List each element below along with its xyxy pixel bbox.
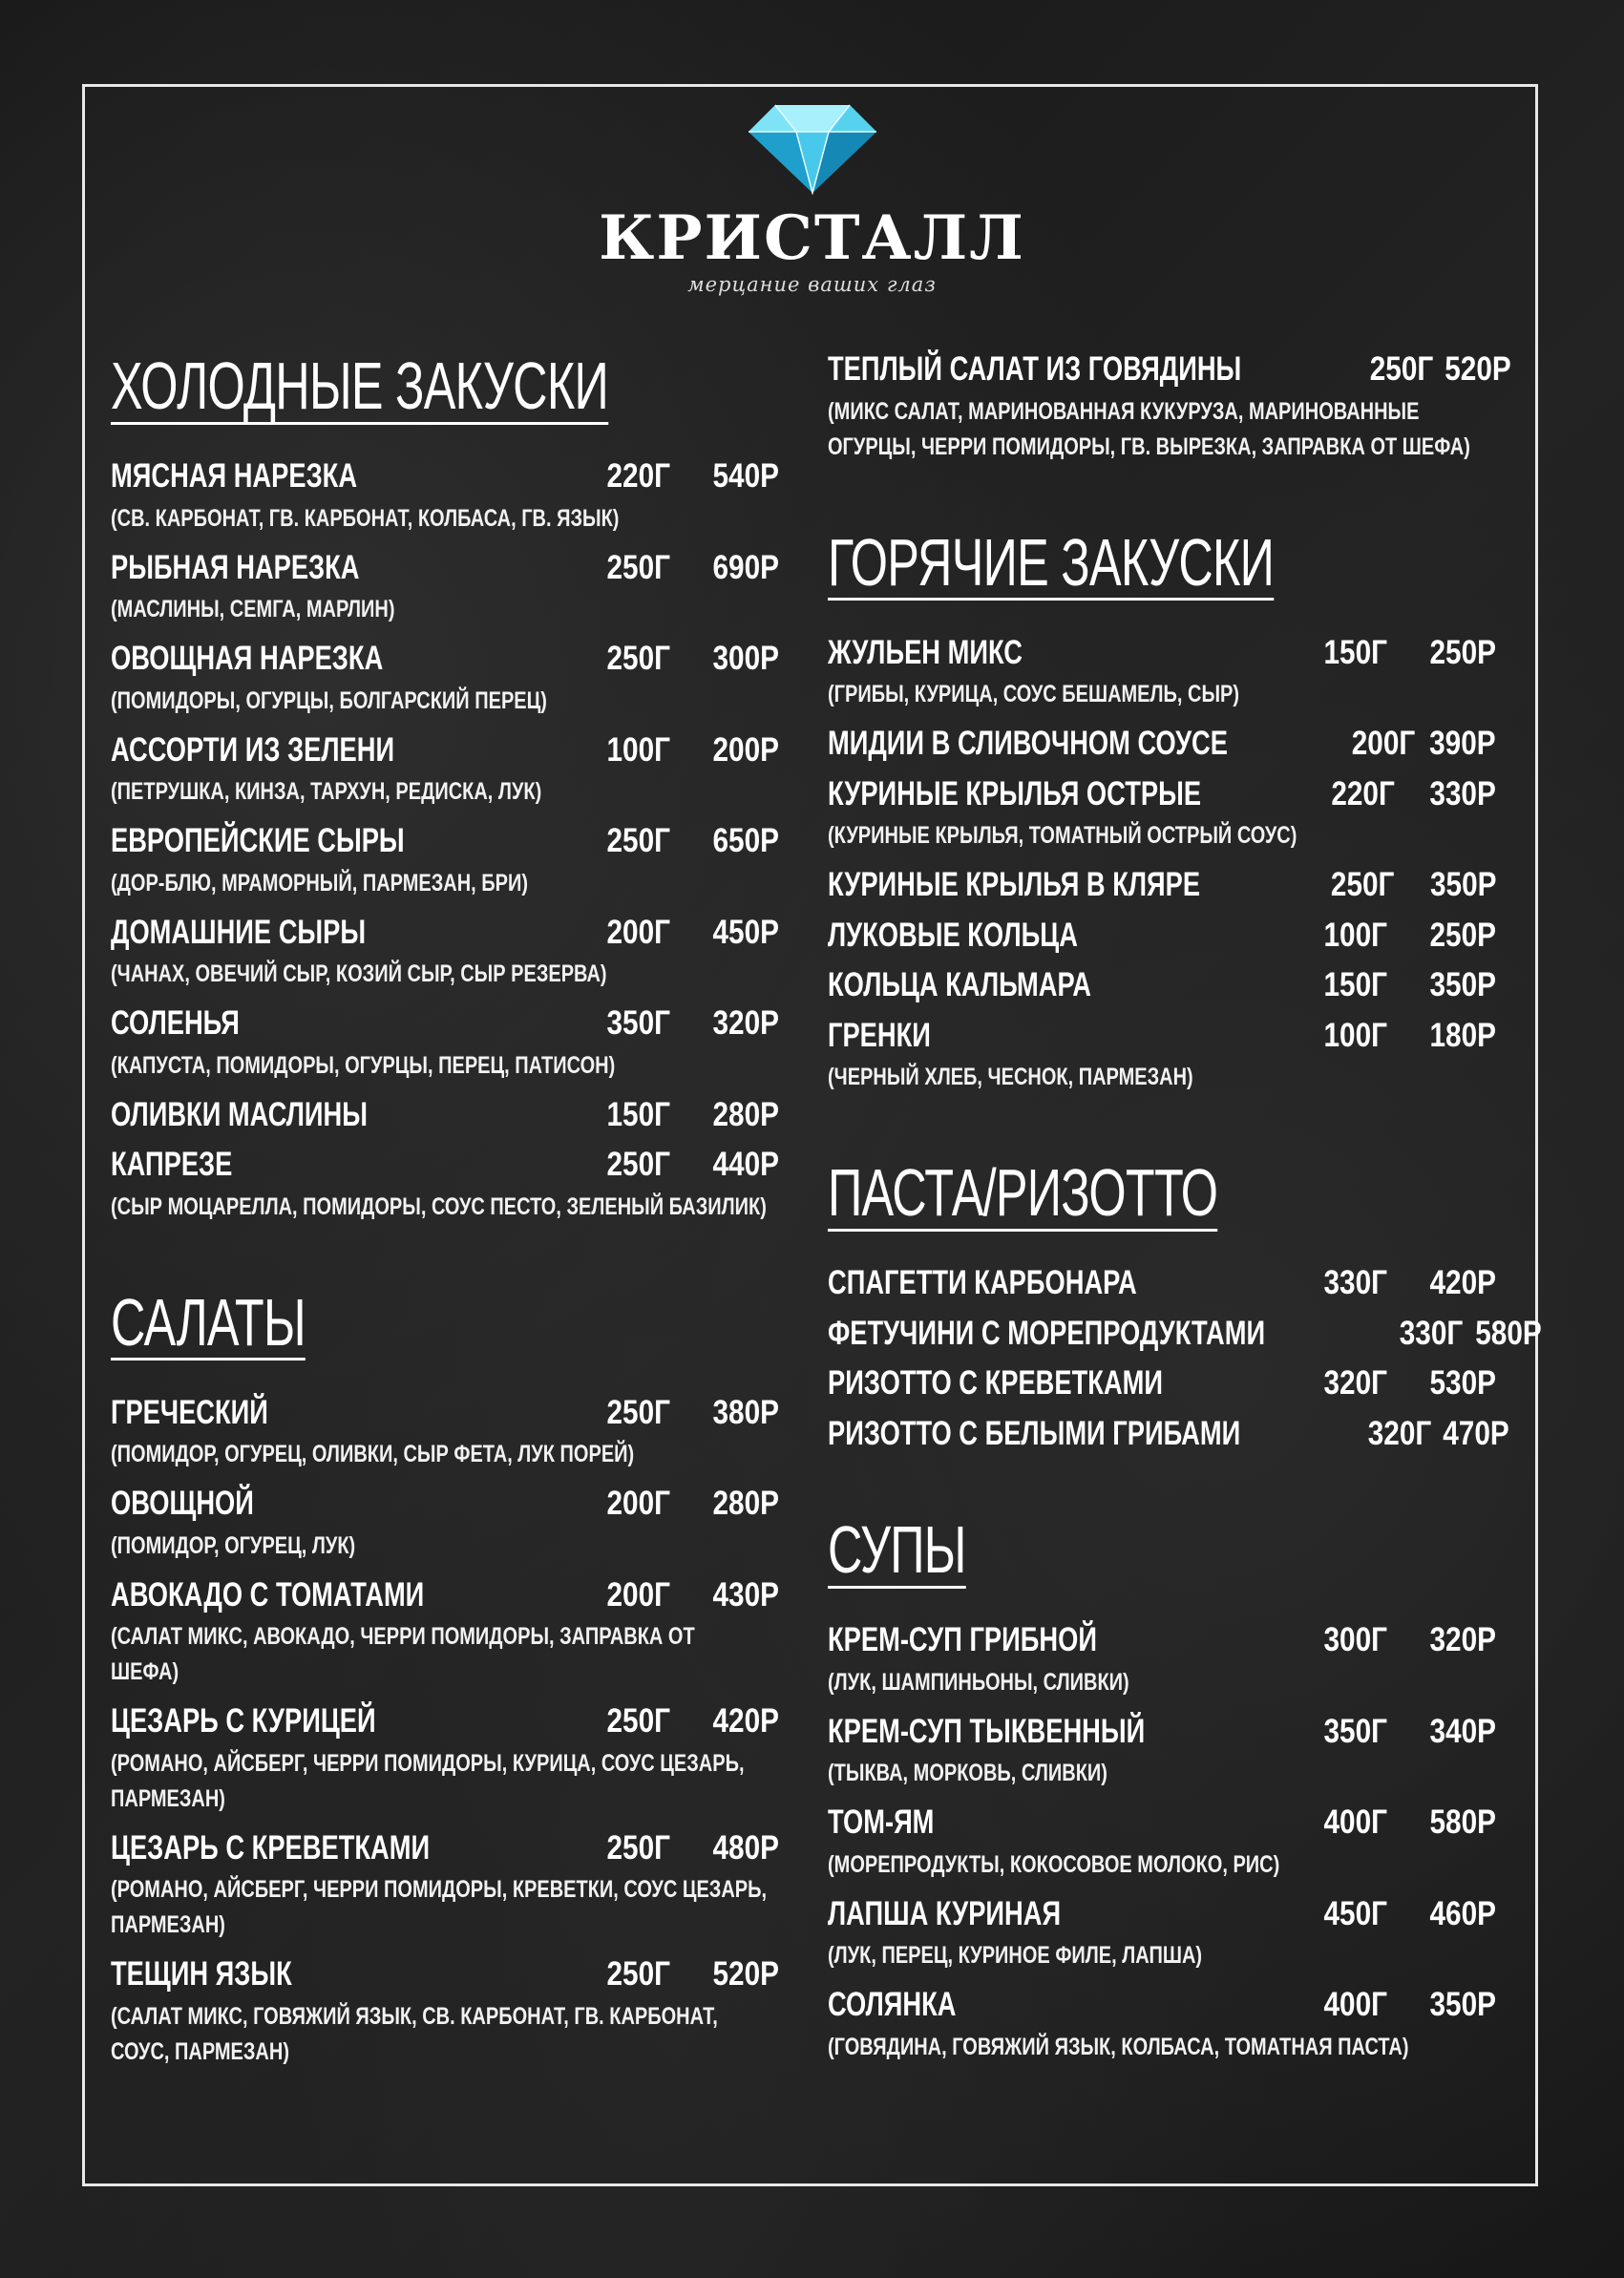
section-title: ГОРЯЧИЕ ЗАКУСКИ: [828, 524, 1275, 600]
menu-item-weight: 350Г: [1323, 1712, 1387, 1750]
menu-item: [828, 726, 1496, 763]
menu-item-weight: 250Г: [606, 640, 670, 677]
menu-item-weight: 250Г: [606, 1393, 670, 1431]
left-column: [111, 348, 779, 2083]
menu-item-price: 280Р: [712, 1095, 779, 1133]
menu-item-price: 330Р: [1429, 774, 1496, 812]
menu-item-name: ОВОЩНАЯ НАРЕЗКА: [111, 640, 384, 677]
menu-item-name: ЛУКОВЫЕ КОЛЬЦА: [828, 916, 1078, 954]
menu-item-weight: 200Г: [606, 1575, 670, 1614]
soup-items: [828, 1622, 1496, 2065]
menu-item-name: КРЕМ-СУП ГРИБНОЙ: [828, 1621, 1097, 1658]
menu-item: [828, 776, 1496, 854]
menu-item-header: [111, 550, 779, 587]
menu-item-header: [828, 1896, 1496, 1933]
section-soups: [828, 1512, 1496, 2065]
menu-item-name: ТОМ-ЯМ: [828, 1803, 935, 1841]
menu-item-header: [111, 732, 779, 770]
menu-item: [111, 458, 779, 537]
menu-item-price: 320Р: [1429, 1621, 1496, 1658]
brand-tagline: мерцание ваших глаз: [687, 273, 937, 296]
menu-item-price: 580Р: [1474, 1314, 1542, 1352]
menu-item-price: 440Р: [712, 1146, 779, 1183]
menu-item-name: РЫБНАЯ НАРЕЗКА: [111, 548, 360, 586]
menu-item-price: 530Р: [1429, 1364, 1496, 1402]
menu-item-price: 250Р: [1429, 633, 1496, 671]
menu-item: [828, 1365, 1496, 1403]
menu-item-description: (ГОВЯДИНА, ГОВЯЖИЙ ЯЗЫК, КОЛБАСА, ТОМАТНАЯ ПАСТА): [828, 2033, 1409, 2060]
menu-item-description: (ЧЕРНЫЙ ХЛЕБ, ЧЕСНОК, ПАРМЕЗАН): [828, 1064, 1193, 1090]
menu-item-price: 300Р: [712, 640, 779, 677]
menu-item: [111, 823, 779, 901]
right-column: [828, 350, 1542, 2078]
menu-item-description: (КАПУСТА, ПОМИДОРЫ, ОГУРЦЫ, ПЕРЕЦ, ПАТИСОН): [111, 1051, 616, 1079]
menu-item-weight: 330Г: [1323, 1264, 1387, 1301]
menu-item-header: [828, 867, 1496, 904]
section-title: САЛАТЫ: [111, 1284, 306, 1360]
menu-item-header: [111, 1956, 779, 1993]
warm-salad-items: [828, 350, 1511, 465]
menu-item-weight: 150Г: [1323, 633, 1387, 671]
menu-item: [828, 635, 1496, 713]
menu-item: [828, 918, 1496, 955]
menu-item-name: ТЕПЛЫЙ САЛАТ ИЗ ГОВЯДИНЫ: [828, 350, 1242, 388]
menu-item: [111, 1005, 779, 1084]
menu-item-name: КУРИНЫЕ КРЫЛЬЯ В КЛЯРЕ: [828, 866, 1201, 903]
menu-item-weight: 250Г: [1331, 866, 1395, 903]
menu-item-price: 350Р: [1429, 866, 1496, 903]
menu-item: [828, 967, 1496, 1004]
menu-item-price: 350Р: [1429, 966, 1496, 1003]
menu-item-name: КАПРЕЗЕ: [111, 1146, 233, 1183]
menu-item: [111, 1395, 779, 1473]
menu-item-description: (ЛУК, ПЕРЕЦ, КУРИНОЕ ФИЛЕ, ЛАПША): [828, 1942, 1203, 1969]
menu-item-description: (РОМАНО, АЙСБЕРГ, ЧЕРРИ ПОМИДОРЫ, КРЕВЕТКИ, СОУС ЦЕЗАРЬ, ПАРМЕЗАН): [111, 1876, 768, 1938]
menu-item-header: [828, 1622, 1496, 1659]
menu-item-header: [828, 1365, 1496, 1403]
menu-item-weight: 100Г: [1323, 1016, 1387, 1054]
menu-item-header: [828, 635, 1496, 672]
menu-item: [111, 641, 779, 719]
hot-items: [828, 635, 1496, 1096]
menu-item-weight: 100Г: [1323, 916, 1387, 954]
cold-items: [111, 458, 779, 1225]
menu-item-header: [828, 776, 1496, 813]
section-warm-salad: [828, 350, 1511, 465]
menu-item-name: ЕВРОПЕЙСКИЕ СЫРЫ: [111, 822, 405, 859]
menu-item-name: КРЕМ-СУП ТЫКВЕННЫЙ: [828, 1712, 1146, 1750]
menu-item: [111, 1097, 779, 1134]
menu-item-header: [111, 1486, 779, 1523]
menu-item-price: 460Р: [1429, 1894, 1496, 1932]
menu-item-name: МИДИИ В СЛИВОЧНОМ СОУСЕ: [828, 725, 1228, 762]
menu-item: [828, 1714, 1496, 1792]
menu-item-weight: 200Г: [1351, 725, 1416, 762]
menu-item-price: 480Р: [712, 1828, 779, 1867]
section-title: ПАСТА/РИЗОТТО: [828, 1155, 1218, 1230]
menu-item-description: (СВ. КАРБОНАТ, ГВ. КАРБОНАТ, КОЛБАСА, ГВ. ЯЗЫК): [111, 504, 620, 532]
menu-item-price: 180Р: [1429, 1016, 1496, 1054]
menu-item-price: 580Р: [1429, 1803, 1496, 1841]
menu-item-weight: 250Г: [606, 822, 670, 859]
menu-item-header: [828, 1987, 1496, 2024]
menu-item-name: АССОРТИ ИЗ ЗЕЛЕНИ: [111, 730, 395, 769]
menu-item-price: 540Р: [712, 457, 779, 495]
section-pasta: [828, 1155, 1542, 1452]
menu-item-header: [111, 458, 779, 496]
menu-item-name: РИЗОТТО С КРЕВЕТКАМИ: [828, 1364, 1164, 1402]
menu-item-weight: 400Г: [1323, 1803, 1387, 1841]
menu-item: [111, 1830, 779, 1944]
menu-item-name: КОЛЬЦА КАЛЬМАРА: [828, 966, 1092, 1003]
menu-item-description: (САЛАТ МИКС, АВОКАДО, ЧЕРРИ ПОМИДОРЫ, ЗАПРАВКА ОТ ШЕФА): [111, 1623, 695, 1685]
menu-item-weight: 150Г: [1323, 966, 1387, 1003]
menu-item-description: (ПЕТРУШКА, КИНЗА, ТАРХУН, РЕДИСКА, ЛУК): [111, 778, 542, 805]
menu-item: [111, 915, 779, 993]
menu-item-weight: 250Г: [606, 1146, 670, 1183]
menu-item: [111, 1147, 779, 1225]
menu-item: [828, 1622, 1496, 1700]
menu-item-name: ТЕЩИН ЯЗЫК: [111, 1955, 292, 1993]
menu-item-price: 320Р: [712, 1004, 779, 1042]
menu-item-name: ЖУЛЬЕН МИКС: [828, 633, 1023, 671]
menu-item-header: [828, 1414, 1510, 1453]
menu-item-price: 200Р: [712, 730, 779, 769]
menu-item-header: [111, 1147, 779, 1184]
menu-item-price: 470Р: [1443, 1414, 1510, 1452]
menu-item-name: ЛАПША КУРИНАЯ: [828, 1894, 1062, 1932]
menu-item-price: 280Р: [712, 1485, 779, 1522]
menu-item-price: 430Р: [712, 1575, 779, 1614]
menu-item: [111, 550, 779, 628]
menu-item-header: [828, 1018, 1496, 1055]
menu-item-price: 340Р: [1429, 1712, 1496, 1750]
menu-item-description: (ДОР-БЛЮ, МРАМОРНЫЙ, ПАРМЕЗАН, БРИ): [111, 869, 529, 896]
menu-item-name: ЦЕЗАРЬ С КУРИЦЕЙ: [111, 1702, 376, 1740]
menu-item-name: СПАГЕТТИ КАРБОНАРА: [828, 1264, 1137, 1301]
section-cold: [111, 348, 779, 1225]
menu-item-weight: 100Г: [606, 730, 670, 769]
menu-item-header: [111, 1703, 779, 1740]
menu-item: [828, 1987, 1496, 2065]
menu-item-weight: 450Г: [1323, 1894, 1387, 1932]
menu-item-name: ОЛИВКИ МАСЛИНЫ: [111, 1095, 368, 1133]
menu-item-price: 690Р: [712, 548, 779, 586]
menu-item-name: ГРЕНКИ: [828, 1016, 931, 1054]
menu-item: [828, 1018, 1496, 1096]
menu-item-description: (ПОМИДОР, ОГУРЕЦ, ЛУК): [111, 1531, 356, 1559]
menu-item-name: РИЗОТТО С БЕЛЫМИ ГРИБАМИ: [828, 1414, 1241, 1452]
menu-item-weight: 320Г: [1323, 1364, 1387, 1402]
menu-item-price: 520Р: [1445, 350, 1511, 388]
menu-item-weight: 330Г: [1400, 1314, 1464, 1352]
menu-item-description: (ГРИБЫ, КУРИЦА, СОУС БЕШАМЕЛЬ, СЫР): [828, 681, 1240, 707]
menu-item: [828, 867, 1496, 904]
menu-item: [828, 1265, 1496, 1302]
menu-item: [828, 1314, 1542, 1353]
menu-item-weight: 200Г: [606, 1485, 670, 1522]
menu-item-name: ОВОЩНОЙ: [111, 1485, 254, 1522]
menu-item-header: [828, 726, 1496, 763]
logo: [0, 103, 1624, 296]
menu-item-name: МЯСНАЯ НАРЕЗКА: [111, 457, 358, 495]
menu-item-header: [111, 1577, 779, 1614]
menu-item: [828, 1804, 1496, 1883]
menu-item-name: ГРЕЧЕСКИЙ: [111, 1393, 268, 1431]
menu-item-name: КУРИНЫЕ КРЫЛЬЯ ОСТРЫЕ: [828, 774, 1202, 812]
menu-item-header: [828, 350, 1511, 389]
menu-item-weight: 350Г: [606, 1004, 670, 1042]
menu-item-weight: 250Г: [1369, 350, 1433, 388]
section-salads: [111, 1284, 779, 2070]
menu-item-name: ФЕТУЧИНИ С МОРЕПРОДУКТАМИ: [828, 1314, 1266, 1352]
menu-item-description: (МИКС САЛАТ, МАРИНОВАННАЯ КУКУРУЗА, МАРИНОВАННЫЕ ОГУРЦЫ, ЧЕРРИ ПОМИДОРЫ, ГВ. ВЫРЕЗКА, ЗАПРАВКА ОТ ШЕФА): [828, 397, 1470, 460]
menu-item-description: (ТЫКВА, МОРКОВЬ, СЛИВКИ): [828, 1760, 1107, 1786]
menu-item-weight: 200Г: [606, 913, 670, 951]
menu-item-description: (ПОМИДОРЫ, ОГУРЦЫ, БОЛГАРСКИЙ ПЕРЕЦ): [111, 686, 547, 714]
menu-item-weight: 400Г: [1323, 1986, 1387, 2023]
menu-item-weight: 220Г: [606, 457, 670, 495]
salad-items: [111, 1395, 779, 2070]
menu-item-header: [828, 918, 1496, 955]
menu-item: [111, 732, 779, 811]
menu-item-header: [111, 1005, 779, 1043]
menu-item-description: (КУРИНЫЕ КРЫЛЬЯ, ТОМАТНЫЙ ОСТРЫЙ СОУС): [828, 822, 1297, 849]
menu-item-header: [828, 1804, 1496, 1842]
menu-item-weight: 250Г: [606, 1702, 670, 1740]
diamond-icon: [747, 103, 878, 195]
menu-item: [828, 1414, 1510, 1453]
menu-item-name: АВОКАДО С ТОМАТАМИ: [111, 1575, 425, 1614]
menu-item-price: 250Р: [1429, 916, 1496, 954]
pasta-items: [828, 1264, 1542, 1452]
menu-item-description: (ЛУК, ШАМПИНЬОНЫ, СЛИВКИ): [828, 1668, 1129, 1696]
menu-item-weight: 250Г: [606, 1955, 670, 1993]
menu-item: [828, 350, 1511, 465]
menu-item-header: [828, 967, 1496, 1004]
menu-item-price: 380Р: [712, 1393, 779, 1431]
menu-item: [111, 1956, 779, 2070]
menu-item-header: [111, 1830, 779, 1867]
menu-item-name: СОЛЯНКА: [828, 1986, 957, 2023]
menu-item-description: (СЫР МОЦАРЕЛЛА, ПОМИДОРЫ, СОУС ПЕСТО, ЗЕЛЕНЫЙ БАЗИЛИК): [111, 1192, 767, 1220]
menu-item-description: (РОМАНО, АЙСБЕРГ, ЧЕРРИ ПОМИДОРЫ, КУРИЦА, СОУС ЦЕЗАРЬ, ПАРМЕЗАН): [111, 1749, 745, 1812]
menu-item-name: ДОМАШНИЕ СЫРЫ: [111, 913, 367, 951]
menu-item-header: [828, 1314, 1542, 1353]
menu-item-header: [111, 1097, 779, 1134]
menu-item-header: [111, 641, 779, 678]
menu-item-price: 520Р: [712, 1955, 779, 1993]
menu-item-name: ЦЕЗАРЬ С КРЕВЕТКАМИ: [111, 1828, 431, 1867]
menu-item-description: (ЧАНАХ, ОВЕЧИЙ СЫР, КОЗИЙ СЫР, СЫР РЕЗЕРВА): [111, 960, 607, 987]
menu-item-price: 650Р: [712, 822, 779, 859]
menu-item-header: [111, 915, 779, 952]
menu-item-price: 420Р: [1429, 1264, 1496, 1301]
menu-item: [111, 1486, 779, 1564]
menu-item: [828, 1896, 1496, 1974]
menu-item-weight: 220Г: [1331, 774, 1396, 812]
menu-item-header: [111, 1395, 779, 1432]
menu-item-weight: 320Г: [1367, 1414, 1432, 1452]
menu-item-price: 420Р: [712, 1702, 779, 1740]
menu-item-weight: 150Г: [606, 1095, 670, 1133]
menu-item-price: 350Р: [1429, 1986, 1496, 2023]
section-hot: [828, 524, 1496, 1096]
menu-item-description: (ПОМИДОР, ОГУРЕЦ, ОЛИВКИ, СЫР ФЕТА, ЛУК ПОРЕЙ): [111, 1441, 635, 1467]
menu-item-weight: 300Г: [1323, 1621, 1387, 1658]
menu-item-price: 450Р: [712, 913, 779, 951]
menu-item-description: (МОРЕПРОДУКТЫ, КОКОСОВОЕ МОЛОКО, РИС): [828, 1850, 1280, 1878]
section-title: ХОЛОДНЫЕ ЗАКУСКИ: [111, 348, 608, 423]
menu-item-header: [111, 823, 779, 860]
menu-item-price: 390Р: [1429, 725, 1496, 762]
menu-item-header: [828, 1265, 1496, 1302]
menu-item-name: СОЛЕНЬЯ: [111, 1004, 240, 1042]
menu-item-description: (МАСЛИНЫ, СЕМГА, МАРЛИН): [111, 596, 395, 622]
menu-item: [111, 1703, 779, 1817]
section-title: СУПЫ: [828, 1512, 966, 1587]
menu-item-weight: 250Г: [606, 548, 670, 586]
menu-item-description: (САЛАТ МИКС, ГОВЯЖИЙ ЯЗЫК, СВ. КАРБОНАТ, ГВ. КАРБОНАТ, СОУС, ПАРМЕЗАН): [111, 2002, 718, 2065]
brand-name: КРИСТАЛЛ: [599, 202, 1025, 274]
menu-item-header: [828, 1714, 1496, 1751]
menu-item: [111, 1577, 779, 1691]
menu-item-weight: 250Г: [606, 1828, 670, 1867]
